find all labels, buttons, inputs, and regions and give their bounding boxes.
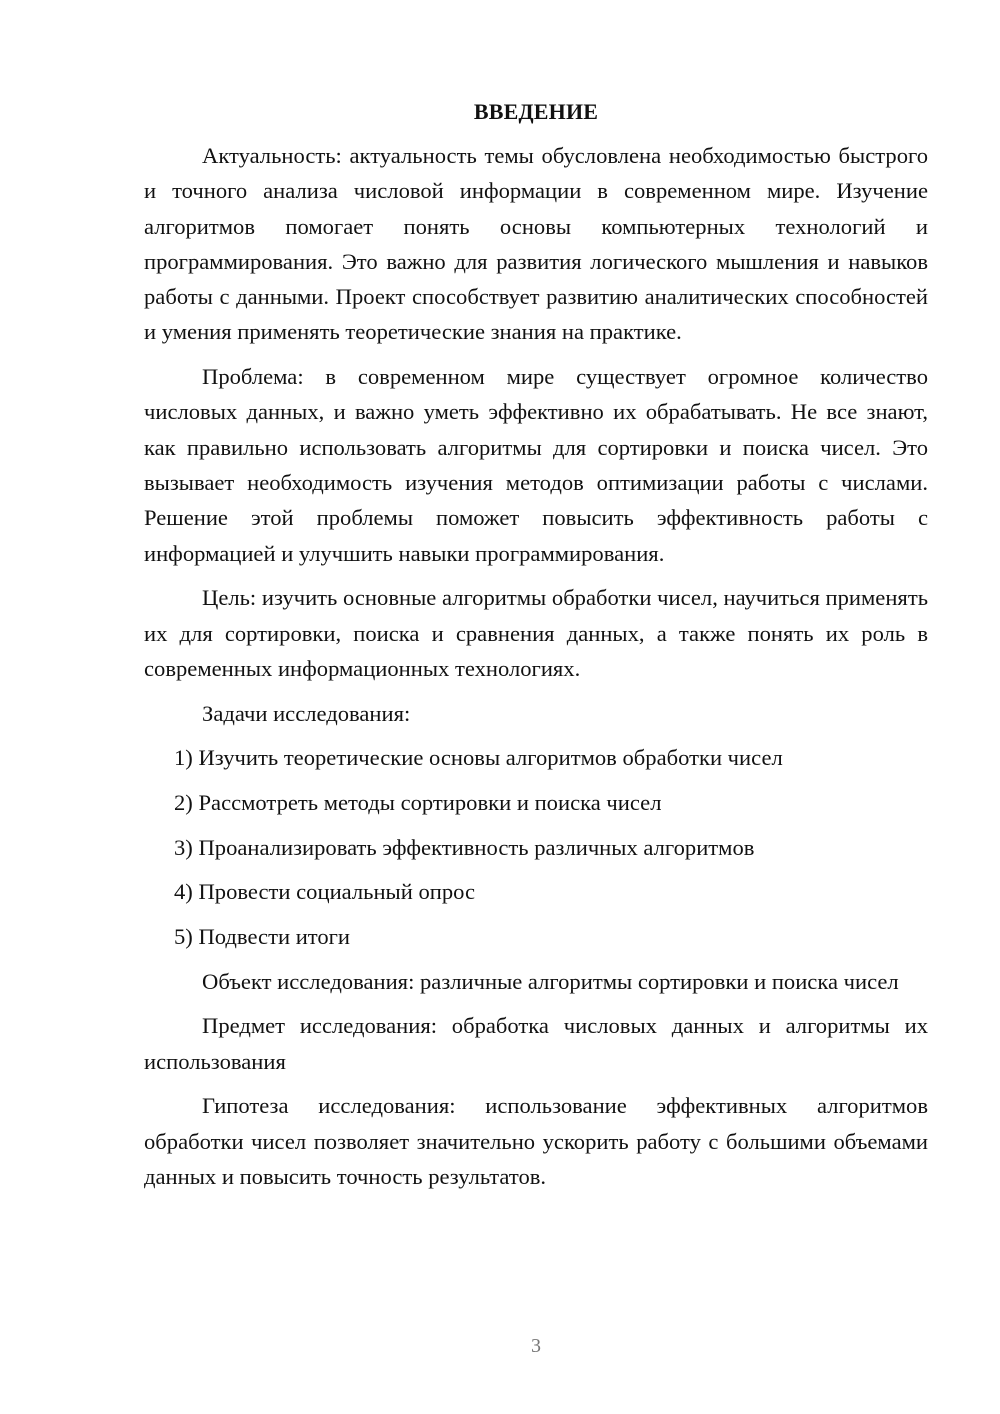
problem-paragraph: Проблема: в современном мире существует огромное количество числовых данных, и важно уметь эффективно их обрабатывать. Не все знают, как правильно использовать алгоритмы для сортировки и поиска чисел. Это вызывает необходимость изучения методов оптимизации работы с числами. Решение этой проблемы поможет повысить эффективность работы с информацией и улучшить навыки программирования.: [144, 364, 928, 566]
task-item-4: 4) Провести социальный опрос: [174, 879, 476, 905]
task-item-3: 3) Проанализировать эффективность различных алгоритмов: [174, 834, 755, 860]
task-item-2: 2) Рассмотреть методы сортировки и поиска чисел: [174, 790, 662, 815]
page-content: [144, 94, 928, 1204]
object-paragraph: Объект исследования: различные алгоритмы сортировки и поиска чисел: [202, 968, 899, 994]
subject-paragraph: Предмет исследования: обработка числовых данных и алгоритмы их использования: [144, 1013, 928, 1074]
relevance-paragraph: Актуальность: актуальность темы обусловлена необходимостью быстрого и точного анализа числовой информации в современном мире. Изучение алгоритмов помогает понять основы компьютерных технологий и программирования. Это важно для развития логического мышления и навыков работы с данными. Проект способствует развитию аналитических способностей и умения применять теоретические знания на практике.: [144, 143, 928, 345]
page-title: ВВЕДЕНИЕ: [473, 99, 599, 124]
page-number: 3: [531, 1335, 541, 1357]
task-item-5: 5) Подвести итоги: [174, 924, 351, 950]
tasks-heading: Задачи исследования:: [202, 700, 411, 726]
task-item-1: 1) Изучить теоретические основы алгоритмов обработки чисел: [174, 745, 783, 771]
hypothesis-paragraph: Гипотеза исследования: использование эффективных алгоритмов обработки чисел позволяет значительно ускорить работу с большими объемами данных и повысить точность результатов.: [144, 1093, 928, 1190]
tasks-list: [144, 740, 928, 954]
goal-paragraph: Цель: изучить основные алгоритмы обработки чисел, научиться применять их для сортировки, поиска и сравнения данных, а также понять их роль в современных информационных технологиях.: [144, 585, 928, 681]
